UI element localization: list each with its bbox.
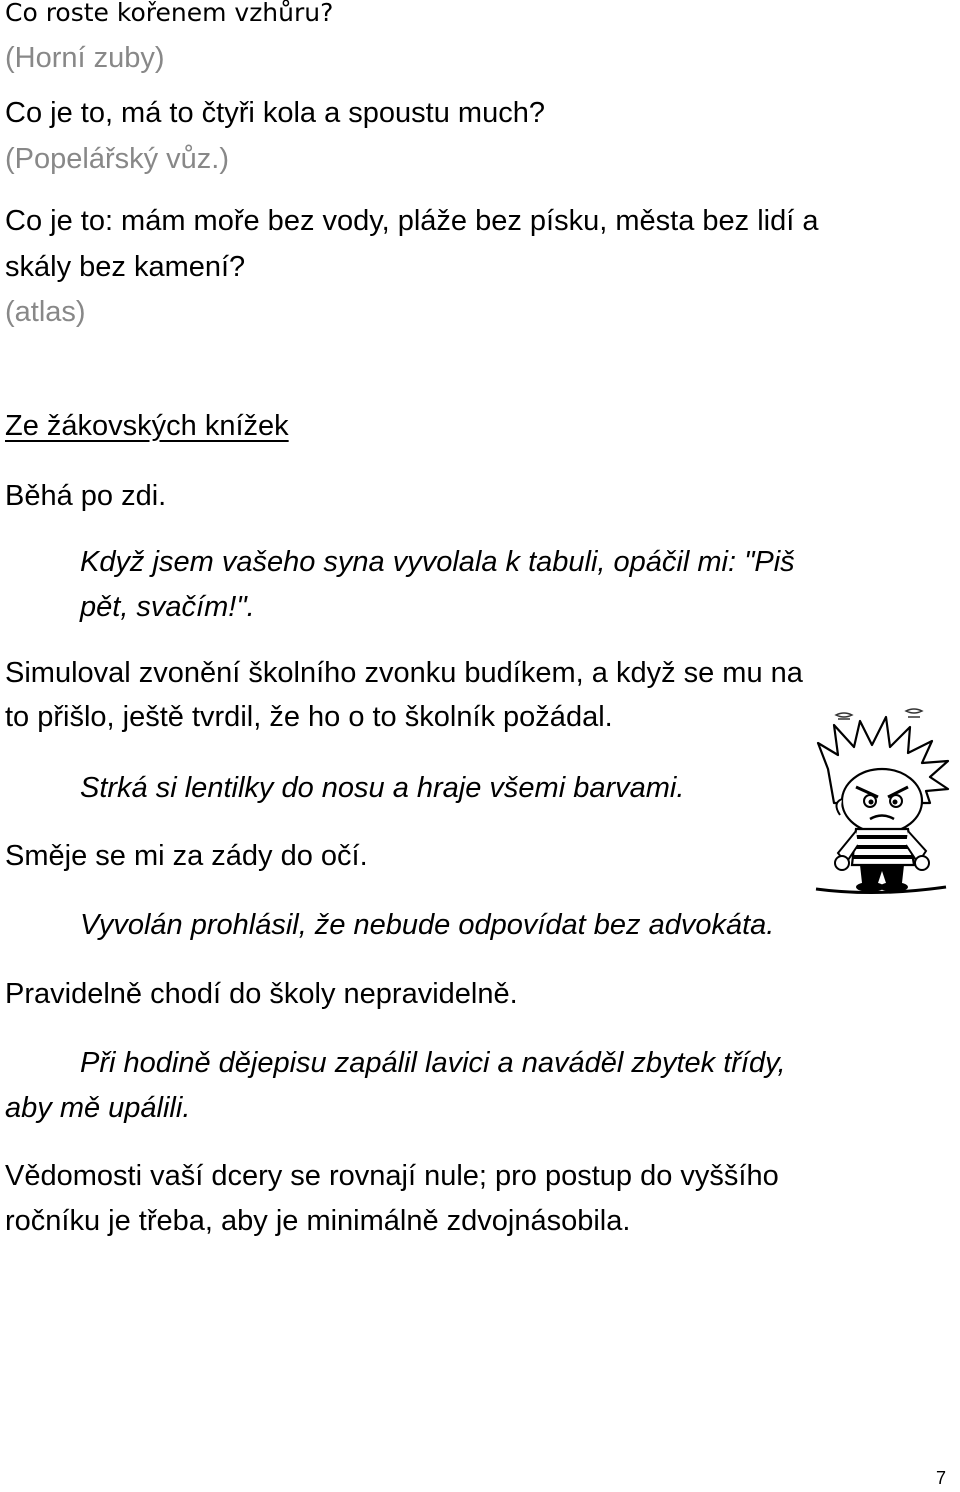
note-7: Pravidelně chodí do školy nepravidelně. bbox=[5, 978, 518, 1010]
note-1: Běhá po zdi. bbox=[5, 480, 167, 512]
riddle-1-answer: (Horní zuby) bbox=[5, 42, 165, 74]
note-2-line2: pět, svačím!". bbox=[80, 591, 255, 623]
riddle-3-question-line2: skály bez kamení? bbox=[5, 251, 246, 283]
note-5: Směje se mi za zády do očí. bbox=[5, 840, 368, 872]
note-4: Strká si lentilky do nosu a hraje všemi barvami. bbox=[80, 772, 685, 804]
face bbox=[842, 769, 922, 833]
note-3-line1: Simuloval zvonění školního zvonku budíkem, a když se mu na bbox=[5, 657, 803, 689]
note-6: Vyvolán prohlásil, že nebude odpovídat bez advokáta. bbox=[80, 909, 775, 941]
riddle-2-question: Co je to, má to čtyři kola a spoustu much? bbox=[5, 97, 545, 129]
riddle-2-answer: (Popelářský vůz.) bbox=[5, 143, 230, 175]
steam-puffs-icon bbox=[836, 709, 922, 719]
riddle-3-answer: (atlas) bbox=[5, 296, 86, 328]
note-9-line2: ročníku je třeba, aby je minimálně zdvojnásobila. bbox=[5, 1205, 631, 1237]
angry-boy-illustration bbox=[798, 703, 960, 895]
section-heading: Ze žákovských knížek bbox=[5, 410, 289, 442]
page-number: 7 bbox=[935, 1468, 946, 1488]
note-9-line1: Vědomosti vaší dcery se rovnají nule; pro postup do vyššího bbox=[5, 1160, 779, 1192]
riddle-3-question-line1: Co je to: mám moře bez vody, pláže bez písku, města bez lidí a bbox=[5, 205, 819, 237]
note-2-line1: Když jsem vašeho syna vyvolala k tabuli, opáčil mi: "Piš bbox=[80, 546, 795, 578]
note-8-line1: Při hodině dějepisu zapálil lavici a naváděl zbytek třídy, bbox=[80, 1047, 786, 1079]
note-8-line2: aby mě upálili. bbox=[5, 1092, 191, 1124]
riddle-1-question: Co roste kořenem vzhůru? bbox=[5, 0, 334, 27]
note-3-line2: to přišlo, ještě tvrdil, že ho o to školník požádal. bbox=[5, 701, 613, 733]
